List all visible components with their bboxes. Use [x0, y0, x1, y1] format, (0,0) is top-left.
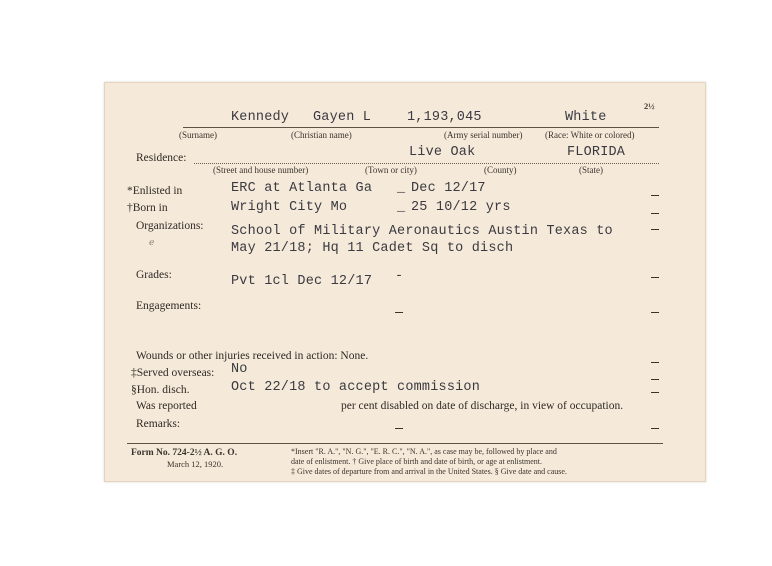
christian-name-value: Gayen L	[313, 110, 372, 125]
enlisted-place-value: ERC at Atlanta Ga	[231, 181, 373, 196]
grades-dash: -	[395, 269, 404, 284]
remarks-end-dash	[651, 428, 659, 429]
residence-label: Residence:	[136, 152, 187, 164]
served-end-dash	[651, 379, 659, 380]
organizations-label: Organizations:	[136, 220, 204, 232]
born-age-value: 25 10/12 yrs	[411, 200, 511, 215]
race-caption: (Race: White or colored)	[545, 130, 635, 140]
disabled-text: per cent disabled on date of discharge, in view of occupation.	[341, 400, 624, 412]
served-overseas-label: ‡Served overseas:	[131, 367, 215, 379]
hon-end-dash	[651, 392, 659, 393]
street-caption: (Street and house number)	[213, 165, 309, 175]
footer-rule	[127, 443, 663, 444]
was-reported-label: Was reported	[136, 400, 197, 412]
record-card	[104, 82, 706, 482]
corner-number: 2½	[644, 101, 655, 111]
residence-line	[194, 163, 659, 164]
engagements-end-dash	[651, 312, 659, 313]
hon-disch-value: Oct 22/18 to accept commission	[231, 380, 481, 395]
footnote-1: *Insert "R. A.", "N. G.", "E. R. C.", "N. A.", as case may be, followed by place and	[291, 447, 557, 456]
organizations-line-1: School of Military Aeronautics Austin Texas to	[231, 224, 613, 239]
born-dash: _	[397, 200, 406, 215]
county-value: Live Oak	[409, 145, 476, 160]
state-caption: (State)	[579, 165, 603, 175]
surname-value: Kennedy	[231, 110, 290, 125]
enlisted-dash: _	[397, 181, 406, 196]
serial-caption: (Army serial number)	[444, 130, 523, 140]
organizations-line-2: May 21/18; Hq 11 Cadet Sq to disch	[231, 241, 514, 256]
enlisted-end-dash	[651, 195, 659, 196]
serial-number-value: 1,193,045	[407, 110, 482, 125]
enlisted-date-value: Dec 12/17	[411, 181, 486, 196]
wounds-text: Wounds or other injuries received in action: None.	[136, 350, 369, 362]
form-number: Form No. 724-2½ A. G. O.	[131, 448, 238, 458]
town-caption: (Town or city)	[365, 165, 417, 175]
engagements-label: Engagements:	[136, 300, 202, 312]
organizations-end-dash	[651, 229, 659, 230]
grades-label: Grades:	[136, 269, 172, 281]
enlisted-label: *Enlisted in	[127, 185, 183, 197]
grades-value: Pvt 1cl Dec 12/17	[231, 274, 373, 289]
born-place-value: Wright City Mo	[231, 200, 348, 215]
born-label: †Born in	[127, 202, 168, 214]
born-end-dash	[651, 213, 659, 214]
grades-end-dash	[651, 277, 659, 278]
remarks-dash	[395, 428, 403, 429]
footnote-3: ‡ Give dates of departure from and arrival in the United States. § Give date and cause.	[291, 467, 567, 476]
served-overseas-value: No	[231, 362, 248, 377]
county-caption: (County)	[484, 165, 517, 175]
surname-caption: (Surname)	[179, 130, 217, 140]
engagements-dash	[395, 312, 403, 313]
hon-disch-label: §Hon. disch.	[131, 384, 190, 396]
form-date: March 12, 1920.	[167, 459, 224, 469]
name-line	[183, 127, 659, 128]
remarks-label: Remarks:	[136, 418, 181, 430]
race-value: White	[565, 110, 607, 125]
footnote-2: date of enlistment. † Give place of birth and date of birth, or age at enlistment.	[291, 457, 543, 466]
christian-name-caption: (Christian name)	[291, 130, 352, 140]
faint-mark: ℯ	[149, 237, 155, 247]
wounds-end-dash	[651, 362, 659, 363]
state-value: FLORIDA	[567, 145, 626, 160]
